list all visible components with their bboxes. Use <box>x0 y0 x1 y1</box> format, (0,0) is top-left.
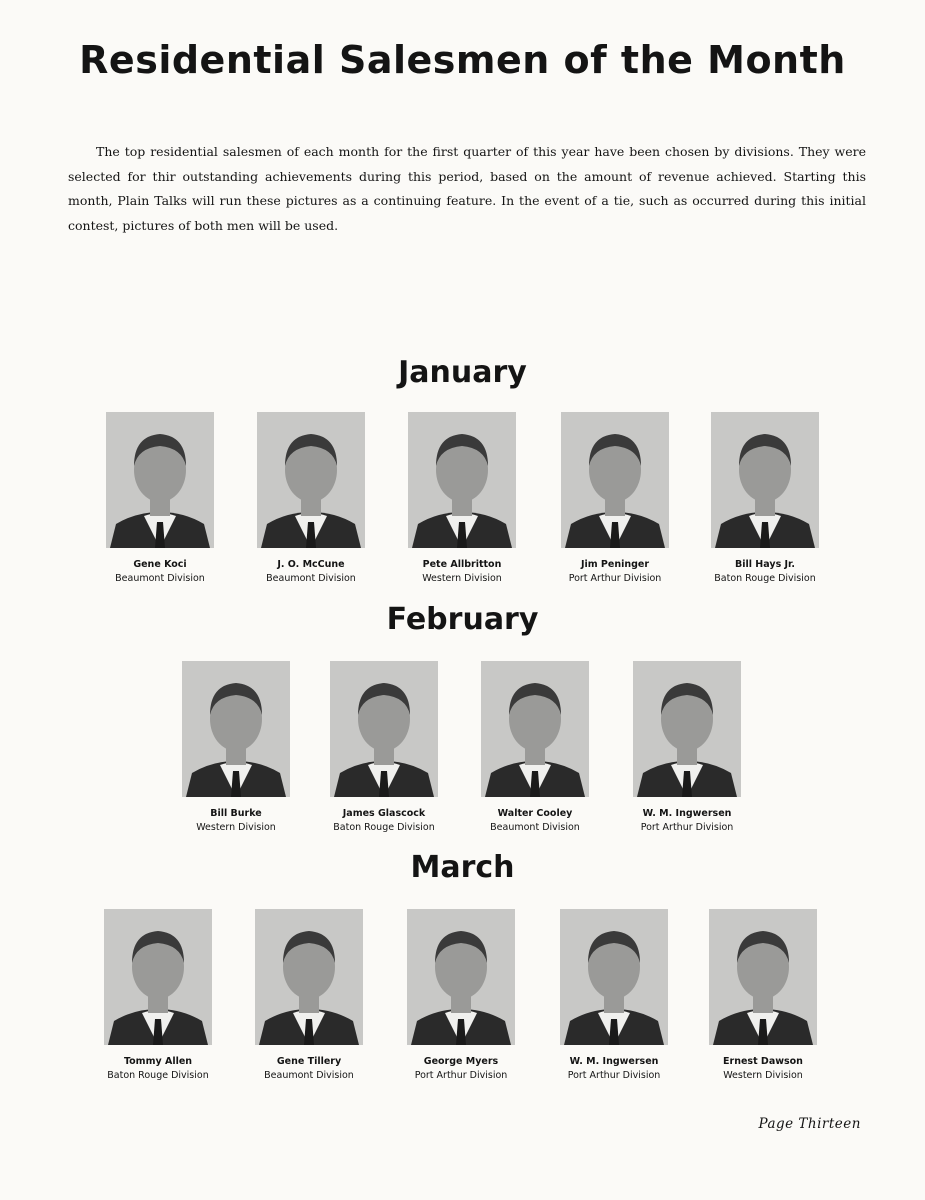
portrait-silhouette <box>408 412 516 548</box>
salesman-name: Gene Koci <box>133 559 187 570</box>
salesman-card <box>549 909 679 1083</box>
intro-paragraph: The top residential salesmen of each month for the first quarter of this year have been chosen by divisions. They were selected for thir outstanding achievements during this period, based on the amount of revenue achieved. Starting this month, Plain Talks will run these pictures as a continuing feature. In the event of a tie, such as occurred during this initial contest, pictures of both men will be used. <box>68 144 866 233</box>
salesman-division: Western Division <box>422 573 502 584</box>
salesman-division: Baton Rouge Division <box>333 822 435 833</box>
month-heading-february: February <box>386 602 539 637</box>
photo-row-january <box>0 412 925 592</box>
portrait-photo <box>709 909 817 1045</box>
portrait-photo <box>104 909 212 1045</box>
salesman-division: Western Division <box>196 822 276 833</box>
salesman-name: Bill Burke <box>210 808 262 819</box>
portrait-photo <box>408 412 516 548</box>
photo-row-february <box>0 661 925 841</box>
portrait-silhouette <box>709 909 817 1045</box>
salesman-division: Port Arthur Division <box>640 822 734 833</box>
salesman-card <box>470 661 600 835</box>
salesman-name: Pete Allbritton <box>422 559 502 570</box>
month-heading-march: March <box>410 850 515 885</box>
salesman-division: Port Arthur Division <box>568 573 662 584</box>
salesman-card <box>622 661 752 835</box>
portrait-photo <box>711 412 819 548</box>
salesman-name: Gene Tillery <box>276 1056 342 1067</box>
portrait-silhouette <box>330 661 438 797</box>
portrait-photo <box>257 412 365 548</box>
salesman-card <box>93 909 223 1083</box>
portrait-silhouette <box>481 661 589 797</box>
portrait-photo <box>481 661 589 797</box>
salesman-division: Western Division <box>723 1070 803 1081</box>
page-number: Page Thirteen <box>758 1116 861 1132</box>
portrait-silhouette <box>255 909 363 1045</box>
page-title: Residential Salesmen of the Month <box>79 38 846 82</box>
portrait-photo <box>255 909 363 1045</box>
portrait-silhouette <box>257 412 365 548</box>
salesman-card <box>698 909 828 1083</box>
portrait-photo <box>633 661 741 797</box>
salesman-name: Tommy Allen <box>123 1056 193 1067</box>
portrait-silhouette <box>104 909 212 1045</box>
salesman-card <box>396 909 526 1083</box>
portrait-photo <box>182 661 290 797</box>
portrait-photo <box>407 909 515 1045</box>
salesman-division: Beaumont Division <box>264 1070 354 1081</box>
portrait-photo <box>561 412 669 548</box>
portrait-silhouette <box>182 661 290 797</box>
salesman-name: W. M. Ingwersen <box>642 808 732 819</box>
portrait-silhouette <box>561 412 669 548</box>
salesman-division: Beaumont Division <box>115 573 205 584</box>
salesman-card <box>397 412 527 586</box>
salesman-name: Jim Peninger <box>580 559 650 570</box>
portrait-silhouette <box>407 909 515 1045</box>
salesman-name: W. M. Ingwersen <box>569 1056 659 1067</box>
salesman-card <box>700 412 830 586</box>
salesman-division: Port Arthur Division <box>567 1070 661 1081</box>
salesman-division: Beaumont Division <box>490 822 580 833</box>
month-heading-january: January <box>398 355 527 390</box>
salesman-card <box>244 909 374 1083</box>
portrait-silhouette <box>711 412 819 548</box>
salesman-name: James Glascock <box>342 808 426 819</box>
portrait-photo <box>106 412 214 548</box>
salesman-card <box>246 412 376 586</box>
portrait-silhouette <box>106 412 214 548</box>
salesman-card <box>319 661 449 835</box>
salesman-card <box>95 412 225 586</box>
salesman-division: Baton Rouge Division <box>714 573 816 584</box>
salesman-name: Walter Cooley <box>497 808 573 819</box>
salesman-name: J. O. McCune <box>277 559 345 570</box>
portrait-silhouette <box>633 661 741 797</box>
salesman-name: Bill Hays Jr. <box>734 559 795 570</box>
salesman-card <box>171 661 301 835</box>
salesman-card <box>550 412 680 586</box>
salesman-division: Baton Rouge Division <box>107 1070 209 1081</box>
salesman-name: Ernest Dawson <box>723 1056 803 1067</box>
portrait-silhouette <box>560 909 668 1045</box>
salesman-division: Port Arthur Division <box>414 1070 508 1081</box>
salesman-name: George Myers <box>423 1056 499 1067</box>
photo-row-march <box>0 909 925 1089</box>
portrait-photo <box>560 909 668 1045</box>
salesman-division: Beaumont Division <box>266 573 356 584</box>
portrait-photo <box>330 661 438 797</box>
